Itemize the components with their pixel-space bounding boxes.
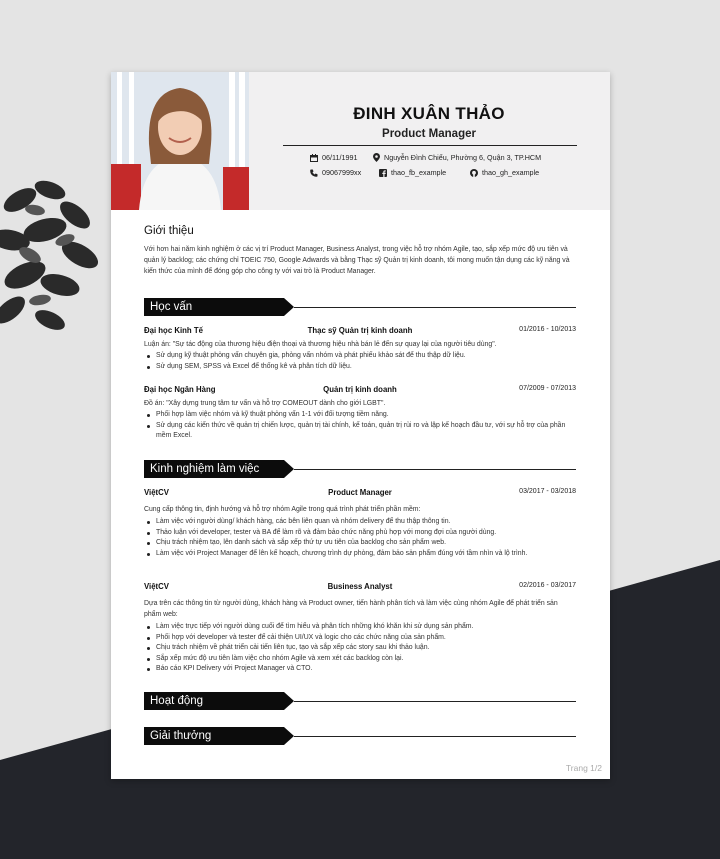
facebook-icon: [379, 169, 387, 177]
page-number: Trang 1/2: [565, 763, 602, 773]
facebook-text: thao_fb_example: [391, 168, 447, 177]
experience-header: [144, 460, 576, 478]
dob-text: 06/11/1991: [322, 153, 358, 162]
school-name: Đại học Kinh Tế: [144, 326, 203, 335]
intro-text: Với hơn hai năm kinh nghiệm ở các vị trí Product Manager, Business Analyst, trong việc hỗ trợ nhóm Agile, tạo, sắp xếp mức độ ưu tiên và quản lý backlog; các chứng chỉ TOEIC 750, Google Adwards và bằng Thạc sỹ Quản trị kinh doanh, tôi mong muốn tận dụng các kỹ năng và kiến thức của mình để đóng góp cho công ty với vai trò là Product Manager.: [144, 246, 570, 275]
header-divider: [283, 145, 577, 146]
activities-title: Hoạt động: [150, 695, 204, 707]
list-item: Phối hợp với developer và tester để cải thiện UI/UX và logic cho các chức năng của sản phẩm.: [156, 633, 576, 644]
candidate-role: Product Manager: [382, 128, 476, 140]
candidate-name: ĐINH XUÂN THẢO: [353, 104, 505, 123]
list-item: Làm việc với người dùng/ khách hàng, các bên liên quan và nhóm delivery để thu thập thông tin.: [156, 517, 576, 528]
period: 07/2009 - 07/2013: [519, 385, 576, 392]
address-text: Nguyễn Đình Chiểu, Phường 6, Quận 3, TP.HCM: [384, 153, 542, 162]
education-header: [144, 298, 576, 316]
education-item-1: [144, 326, 576, 337]
education-desc: Luận án: "Sự tác động của thương hiệu điện thoại và thương hiệu nhà bán lẻ đến sự quay lại của người tiêu dùng".: [144, 341, 497, 348]
list-item: Chịu trách nhiệm tạo, lên danh sách và sắp xếp thứ tự ưu tiên của backlog cho sản phẩm web.: [156, 538, 576, 549]
position-name: Business Analyst: [327, 582, 393, 591]
experience-desc: Dựa trên các thông tin từ người dùng, khách hàng và Product owner, tiến hành phân tích và làm việc cùng nhóm Agile để phát triển sản phẩm web:: [144, 600, 558, 618]
list-item: Làm việc với Project Manager để lên kế hoạch, chương trình dự phòng, đảm bảo sản phẩm đúng với tầm nhìn và lộ trình.: [156, 549, 576, 560]
resume-page: [111, 72, 610, 779]
period: 02/2016 - 03/2017: [519, 582, 576, 589]
facebook-info[interactable]: [379, 168, 446, 177]
period: 03/2017 - 03/2018: [519, 488, 576, 495]
resume-header: [111, 72, 610, 210]
calendar-icon: [310, 154, 318, 162]
experience-item-2: [144, 582, 576, 593]
address-info: [373, 153, 541, 162]
company-name: ViệtCV: [144, 582, 169, 591]
list-item: Làm việc trực tiếp với người dùng cuối để tìm hiểu và phân tích những khó khăn khi sử dụng sản phẩm.: [156, 622, 576, 633]
list-item: Báo cáo KPI Delivery với Project Manager và CTO.: [156, 664, 576, 675]
map-pin-icon: [373, 153, 380, 162]
list-item: Phối hợp làm việc nhóm và kỹ thuật phỏng vấn 1-1 với đối tượng tiềm năng.: [156, 410, 576, 421]
period: 01/2016 - 10/2013: [519, 326, 576, 333]
school-name: Đại học Ngân Hàng: [144, 385, 216, 394]
list-item: Sử dụng kỹ thuật phỏng vấn chuyên gia, phỏng vấn nhóm và phát phiếu khảo sát để thu thập dữ liệu.: [156, 351, 576, 362]
github-text: thao_gh_example: [482, 168, 540, 177]
experience-desc: Cung cấp thông tin, định hướng và hỗ trợ nhóm Agile trong quá trình phát triển phần mềm:: [144, 506, 421, 513]
education-bullets: [144, 351, 576, 372]
phone-icon: [310, 169, 318, 177]
phone-info: [310, 168, 361, 177]
position-name: Product Manager: [328, 488, 392, 497]
experience-bullets: [144, 622, 576, 675]
awards-title: Giải thưởng: [150, 730, 212, 742]
experience-title: Kinh nghiệm làm việc: [150, 463, 260, 475]
list-item: Thảo luận với developer, tester và BA để làm rõ và đảm bảo chức năng phù hợp với mong đợi của người dùng.: [156, 528, 576, 539]
company-name: ViệtCV: [144, 488, 169, 497]
education-item-2: [144, 385, 576, 396]
list-item: Sử dụng các kiến thức về quản trị chiến lược, quản trị tài chính, kế toán, quản trị rủi ro và lập kế hoạch đầu tư, với sự hỗ trợ của phần mềm Excel.: [156, 421, 576, 442]
education-bullets: [144, 410, 576, 442]
phone-text: 09067999xx: [322, 168, 362, 177]
degree-name: Quản trị kinh doanh: [323, 385, 397, 394]
profile-photo: [111, 72, 249, 210]
plant-decoration: [0, 160, 120, 350]
degree-name: Thạc sỹ Quản trị kinh doanh: [307, 326, 413, 335]
dob-info: [310, 153, 357, 162]
intro-title: Giới thiệu: [144, 225, 194, 237]
experience-bullets: [144, 517, 576, 559]
list-item: Sắp xếp mức độ ưu tiên làm việc cho nhóm Agile và xem xét các backlog còn lại.: [156, 654, 576, 665]
list-item: Sử dụng SEM, SPSS và Excel để thống kê và phân tích dữ liệu.: [156, 362, 576, 373]
experience-item-1: [144, 488, 576, 499]
education-title: Học vấn: [150, 301, 193, 313]
activities-header: [144, 692, 576, 710]
education-desc: Đồ án: "Xây dựng trung tâm tư vấn và hỗ trợ COMEOUT dành cho giới LGBT".: [144, 400, 386, 407]
github-info[interactable]: [470, 168, 539, 177]
github-icon: [470, 169, 478, 177]
list-item: Chịu trách nhiệm về phát triển cải tiến liên tục, tạo và sắp xếp các story sau khi thảo luận.: [156, 643, 576, 654]
awards-header: [144, 727, 576, 745]
